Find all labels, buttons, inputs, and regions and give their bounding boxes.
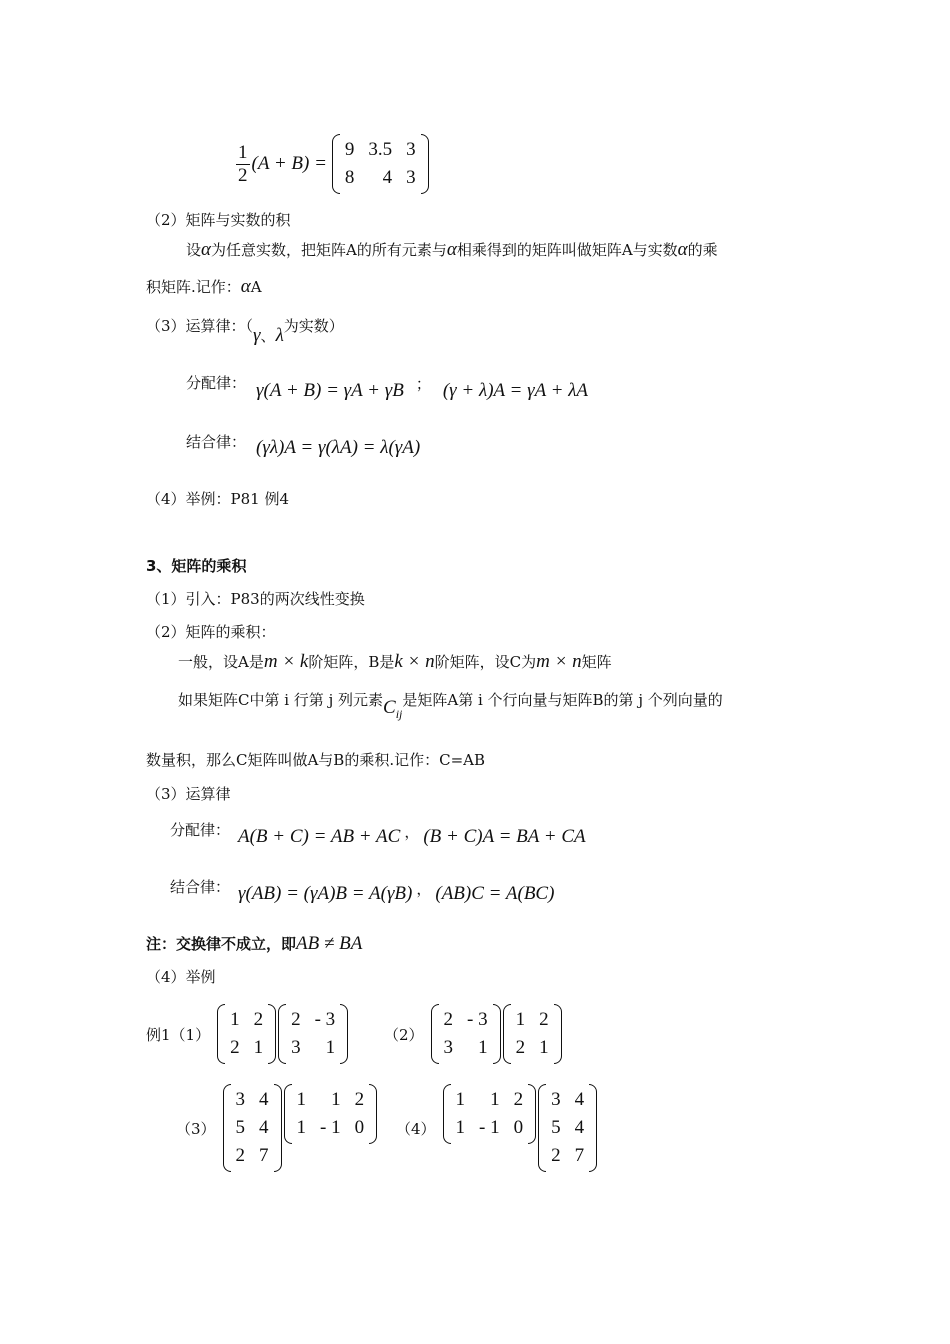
left-paren xyxy=(431,1004,439,1064)
right-paren xyxy=(493,1004,501,1064)
example-4-matrix-left xyxy=(443,1084,537,1144)
example-4: （4） 1 1 2 1 - 1 0 3 4 5 4 2 7 xyxy=(396,1084,598,1172)
matrix-cells xyxy=(292,1084,370,1144)
alpha-symbol: α xyxy=(677,239,688,260)
product-distributive-label: 分配律： xyxy=(170,821,231,839)
right-paren xyxy=(340,1004,348,1064)
matrix-cells xyxy=(439,1004,493,1064)
right-paren xyxy=(268,1004,276,1064)
c-ij-symbol: $C_{ij}$ xyxy=(383,697,403,721)
example-3: （3） 3 4 5 4 2 7 1 1 2 1 - 1 0 xyxy=(176,1084,378,1172)
scalar-product-definition-line-2: 积矩阵.记作：αA xyxy=(146,276,262,297)
commutative-note: 注：交换律不成立，即AB ≠ BA xyxy=(146,933,363,954)
left-paren xyxy=(284,1084,292,1144)
fraction-one-half: $\frac{1}{2}$ xyxy=(238,141,248,186)
matrix-cell: 0 xyxy=(513,1117,524,1138)
matrix-cell: 3 xyxy=(235,1089,246,1110)
example-1-matrix-right xyxy=(278,1004,348,1064)
example-1-matrix-left xyxy=(217,1004,276,1064)
example-4-matrix-right xyxy=(538,1084,597,1172)
matrix-product-laws-heading: （3）运算律 xyxy=(146,785,231,803)
matrix-cell: 1 xyxy=(515,1009,526,1030)
matrix-cell: 4 xyxy=(259,1089,269,1110)
matrix-cell: 3 xyxy=(406,139,416,160)
scalar-product-definition-line-1: 设α为任意实数，把矩阵A的所有元素与α相乘得到的矩阵叫做矩阵A与实数α的乘 xyxy=(186,239,718,260)
matrix-cell: 1 xyxy=(325,1037,336,1058)
section-2-heading: （2）矩阵与实数的积 xyxy=(146,211,291,229)
matrix-cell: 2 xyxy=(551,1145,561,1166)
left-paren xyxy=(217,1004,225,1064)
matrix-cells xyxy=(511,1004,554,1064)
section-4-example: （4）举例：P81 例4 xyxy=(146,490,290,508)
matrix-cell: 0 xyxy=(354,1117,365,1138)
alpha-symbol: α xyxy=(240,276,251,297)
matrix-cell: 5 xyxy=(551,1117,561,1138)
left-paren xyxy=(332,134,340,194)
section-3-heading: （3）运算律：（γ、λ为实数） xyxy=(146,317,344,346)
matrix-product-general: 一般，设A是m × k阶矩阵，B是k × n阶矩阵，设C为m × n矩阵 xyxy=(178,651,612,672)
matrix-cell: 1 xyxy=(253,1037,264,1058)
gamma-symbol: γ xyxy=(253,325,261,346)
left-paren xyxy=(278,1004,286,1064)
matrix-product-definition-line-2: 数量积，那么C矩阵叫做A与B的乘积.记作：C=AB xyxy=(146,751,486,769)
left-paren xyxy=(538,1084,546,1172)
matrix-cells xyxy=(231,1084,274,1172)
associative-law-label: 结合律： xyxy=(186,433,247,451)
right-paren xyxy=(369,1084,377,1144)
right-paren xyxy=(274,1084,282,1172)
examples-heading: （4）举例 xyxy=(146,968,216,986)
matrix-cell: 3 xyxy=(291,1037,301,1058)
matrix-cell: 9 xyxy=(344,139,355,160)
matrix-cell: - 3 xyxy=(467,1009,488,1030)
matrix-cell: 2 xyxy=(230,1037,240,1058)
left-paren xyxy=(223,1084,231,1172)
half-sum-equation xyxy=(236,134,430,194)
matrix-cell: 2 xyxy=(235,1145,246,1166)
matrix-cell: - 1 xyxy=(320,1117,341,1138)
matrix-cells xyxy=(451,1084,529,1144)
half-sum-matrix xyxy=(332,134,429,194)
matrix-cell: 3 xyxy=(551,1089,561,1110)
matrix-cells xyxy=(340,134,421,194)
alpha-symbol: α xyxy=(446,239,457,260)
matrix-cell: 4 xyxy=(382,167,393,188)
example-2-matrix-left xyxy=(431,1004,501,1064)
matrix-cell: 4 xyxy=(259,1117,269,1138)
matrix-product-subheading: （2）矩阵的乘积： xyxy=(146,623,276,641)
matrix-cell: 2 xyxy=(354,1089,365,1110)
matrix-cells xyxy=(225,1004,268,1064)
matrix-cells xyxy=(286,1004,340,1064)
matrix-cells xyxy=(546,1084,589,1172)
right-paren xyxy=(589,1084,597,1172)
example-3-matrix-right xyxy=(284,1084,378,1144)
matrix-product-definition-line-1: 如果矩阵C中第 i 行第 j 列元素$C_{ij}$是矩阵A第 i 个行向量与矩阵B的第 j 个列向量的 xyxy=(178,691,723,721)
matrix-cell: 1 xyxy=(230,1009,240,1030)
matrix-cell: 8 xyxy=(344,167,355,188)
matrix-cell: 5 xyxy=(235,1117,246,1138)
alpha-symbol: α xyxy=(201,239,211,260)
matrix-cell: 2 xyxy=(539,1009,549,1030)
product-associative-formula: γ(AB) = (γA)B = A(γB) ， (AB)C = A(BC) xyxy=(238,879,555,904)
associative-law-formula: (γλ)A = γ(λA) = λ(γA) xyxy=(256,437,421,458)
matrix-cell: 2 xyxy=(515,1037,526,1058)
left-paren xyxy=(443,1084,451,1144)
matrix-product-heading: 3、矩阵的乘积 xyxy=(146,557,247,575)
matrix-cell: 3 xyxy=(443,1037,454,1058)
matrix-cell: 3.5 xyxy=(368,139,393,160)
matrix-cell: 2 xyxy=(443,1009,454,1030)
left-paren xyxy=(503,1004,511,1064)
matrix-cell: 1 xyxy=(539,1037,549,1058)
matrix-cell: - 3 xyxy=(314,1009,336,1030)
matrix-cell: 3 xyxy=(406,167,416,188)
matrix-cell: 1 xyxy=(296,1089,307,1110)
matrix-cell: 1 xyxy=(331,1089,341,1110)
matrix-cell: 4 xyxy=(574,1089,585,1110)
distributive-law-formula: γ(A + B) = γA + γB ； (γ + λ)A = γA + λA xyxy=(256,374,589,401)
example-2-matrix-right xyxy=(503,1004,562,1064)
matrix-cell: 1 xyxy=(455,1117,466,1138)
product-associative-label: 结合律： xyxy=(170,878,231,896)
right-paren xyxy=(421,134,429,194)
matrix-cell: - 1 xyxy=(479,1117,500,1138)
matrix-cell: 2 xyxy=(253,1009,264,1030)
matrix-cell: 1 xyxy=(490,1089,500,1110)
matrix-cell: 1 xyxy=(296,1117,307,1138)
matrix-cell: 1 xyxy=(455,1089,466,1110)
example-1: 例1（1） 1 2 2 1 2 - 3 3 1 xyxy=(146,1004,349,1064)
matrix-cell: 2 xyxy=(291,1009,301,1030)
product-distributive-formula: A(B + C) = AB + AC ， (B + C)A = BA + CA xyxy=(238,822,586,847)
right-paren xyxy=(554,1004,562,1064)
lambda-symbol: λ xyxy=(275,325,284,346)
example-3-matrix-left xyxy=(223,1084,282,1172)
matrix-cell: 4 xyxy=(574,1117,585,1138)
matrix-cell: 2 xyxy=(513,1089,524,1110)
matrix-cell: 7 xyxy=(574,1145,585,1166)
right-paren xyxy=(528,1084,536,1144)
matrix-product-intro: （1）引入：P83的两次线性变换 xyxy=(146,590,365,608)
matrix-cell: 1 xyxy=(478,1037,488,1058)
half-sum-expression: (A + B) = xyxy=(251,153,327,174)
example-2: （2） 2 - 3 3 1 1 2 2 1 xyxy=(384,1004,563,1064)
matrix-cell: 7 xyxy=(259,1145,269,1166)
distributive-law-label: 分配律： xyxy=(186,374,247,392)
